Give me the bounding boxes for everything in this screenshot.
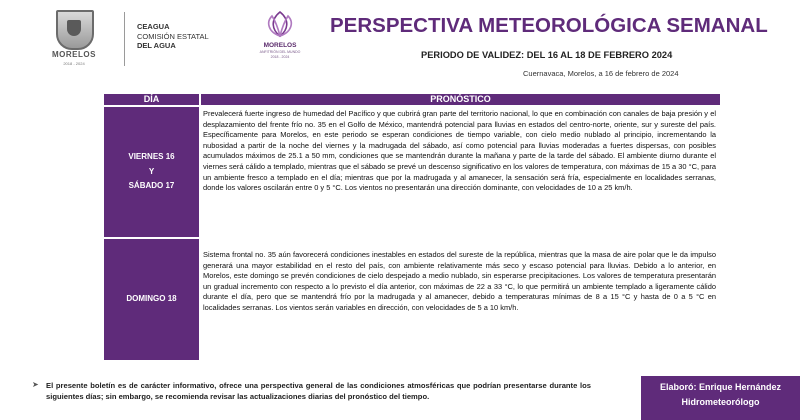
disclaimer-note: El presente boletín es de carácter informativo, ofrece una perspectiva general de las condiciones atmosféricas que podrían presentarse durante los siguientes días; sin embargo, se recomienda revisar las actualizaciones diarias del pronóstico del tiempo. (46, 381, 591, 402)
header-divider (124, 12, 125, 66)
ceagua-logo (137, 22, 209, 51)
flower-logo-name: MORELOS (263, 42, 297, 49)
header (0, 0, 800, 92)
day-label-line2: Y (148, 166, 155, 176)
day-label-line3: SÁBADO 17 (128, 181, 175, 191)
day-label-line1: VIERNES 16 (128, 152, 175, 162)
day-cell-friday-saturday (104, 107, 199, 237)
column-header-forecast: PRONÓSTICO (201, 94, 720, 105)
page-title: PERSPECTIVA METEOROLÓGICA SEMANAL (330, 14, 768, 37)
morelos-logo-name: MORELOS (52, 50, 96, 59)
column-header-day: DÍA (104, 94, 199, 105)
ceagua-line3: DEL AGUA (137, 41, 176, 50)
forecast-text-sunday: Sistema frontal no. 35 aún favorecerá condiciones inestables en estados del sureste de la república, mientras que la masa de aire polar que le da impulso generará una mayor estabilidad en el resto del país, con ambiente relativamente más seco y escaso potencial para lluvias. Debido a lo anterior, en Morelos, este domingo se prevén condiciones de cielo despejado a medio nublado, sin esperarse precipitaciones. Los valores de temperatura presentarán un gradual incremento con respecto a lo previsto el día anterior, con máximas de 22 a 33 °C, lo que permitirá un ambiente templado a ligeramente cálido durante el día, pero que se mantendrá frío por la madrugada y al amanecer, debido a temperaturas mínimas de 8 a 15 °C y hasta de 0 a 5 °C en localidades serranas. Los vientos serán variables en dirección, con velocidades de 5 a 10 km/h. (203, 250, 716, 312)
flower-logo-years: 2018 - 2024 (270, 55, 290, 59)
flower-icon (264, 8, 296, 40)
credits-box (641, 376, 800, 420)
forecast-text-friday-saturday: Prevalecerá fuerte ingreso de humedad del Pacífico y que cubrirá gran parte del territorio nacional, lo que en combinación con canales de baja presión y el desplazamiento del frente frío no. 35 en el Golfo de México, mantendrá potencial para lluvias en estados del centro-norte, oriente, sur y sureste del país. Específicamente para Morelos, en este periodo se esperan condiciones de tiempo variable, con cielo medio nublado al principio, incrementando la nubosidad a partir de la noche del viernes y la madrugada del sábado, así como potencial para lluvias moderadas a fuertes dispersas, con posibles acumulados máximos de 25.1 a 50 mm, condiciones que se mantendrán durante la mañana y parte de la tarde del sábado. El ambiente diurno durante el viernes será cálido a templado, mientras que el sábado se prevé un descenso significativo en los valores de temperatura, con máximas de 15 a 30 °C, para un ambiente fresco a templado en el día; mientras que por la madrugada y al amanecer, la sensación será fría, especialmente en localidades serranas, donde los valores oscilarán entre 0 y 5 °C. Los vientos no presentarán una dirección dominante, con velocidades de 10 a 25 km/h. (203, 109, 716, 193)
state-shield-icon (56, 10, 94, 50)
day-cell-sunday (104, 239, 199, 360)
author-name: Elaboró: Enrique Hernández (659, 382, 782, 392)
flower-logo (250, 8, 310, 68)
author-role: Hidrometeorólogo (681, 397, 760, 407)
forecast-table (104, 94, 720, 360)
morelos-logo (44, 10, 104, 72)
day-label-sunday: DOMINGO 18 (126, 294, 177, 304)
flower-logo-sub: ANFITRIÓN DEL MUNDO (259, 50, 301, 54)
issue-date: Cuernavaca, Morelos, a 16 de febrero de 2024 (523, 69, 679, 78)
validity-period: PERIODO DE VALIDEZ: DEL 16 AL 18 DE FEBRERO 2024 (421, 50, 673, 60)
morelos-logo-years: 2018 - 2024 (63, 61, 85, 66)
ceagua-acronym: CEAGUA (137, 22, 170, 31)
arrow-bullet-icon: ➤ (32, 380, 39, 389)
ceagua-line2: COMISIÓN ESTATAL (137, 31, 209, 41)
